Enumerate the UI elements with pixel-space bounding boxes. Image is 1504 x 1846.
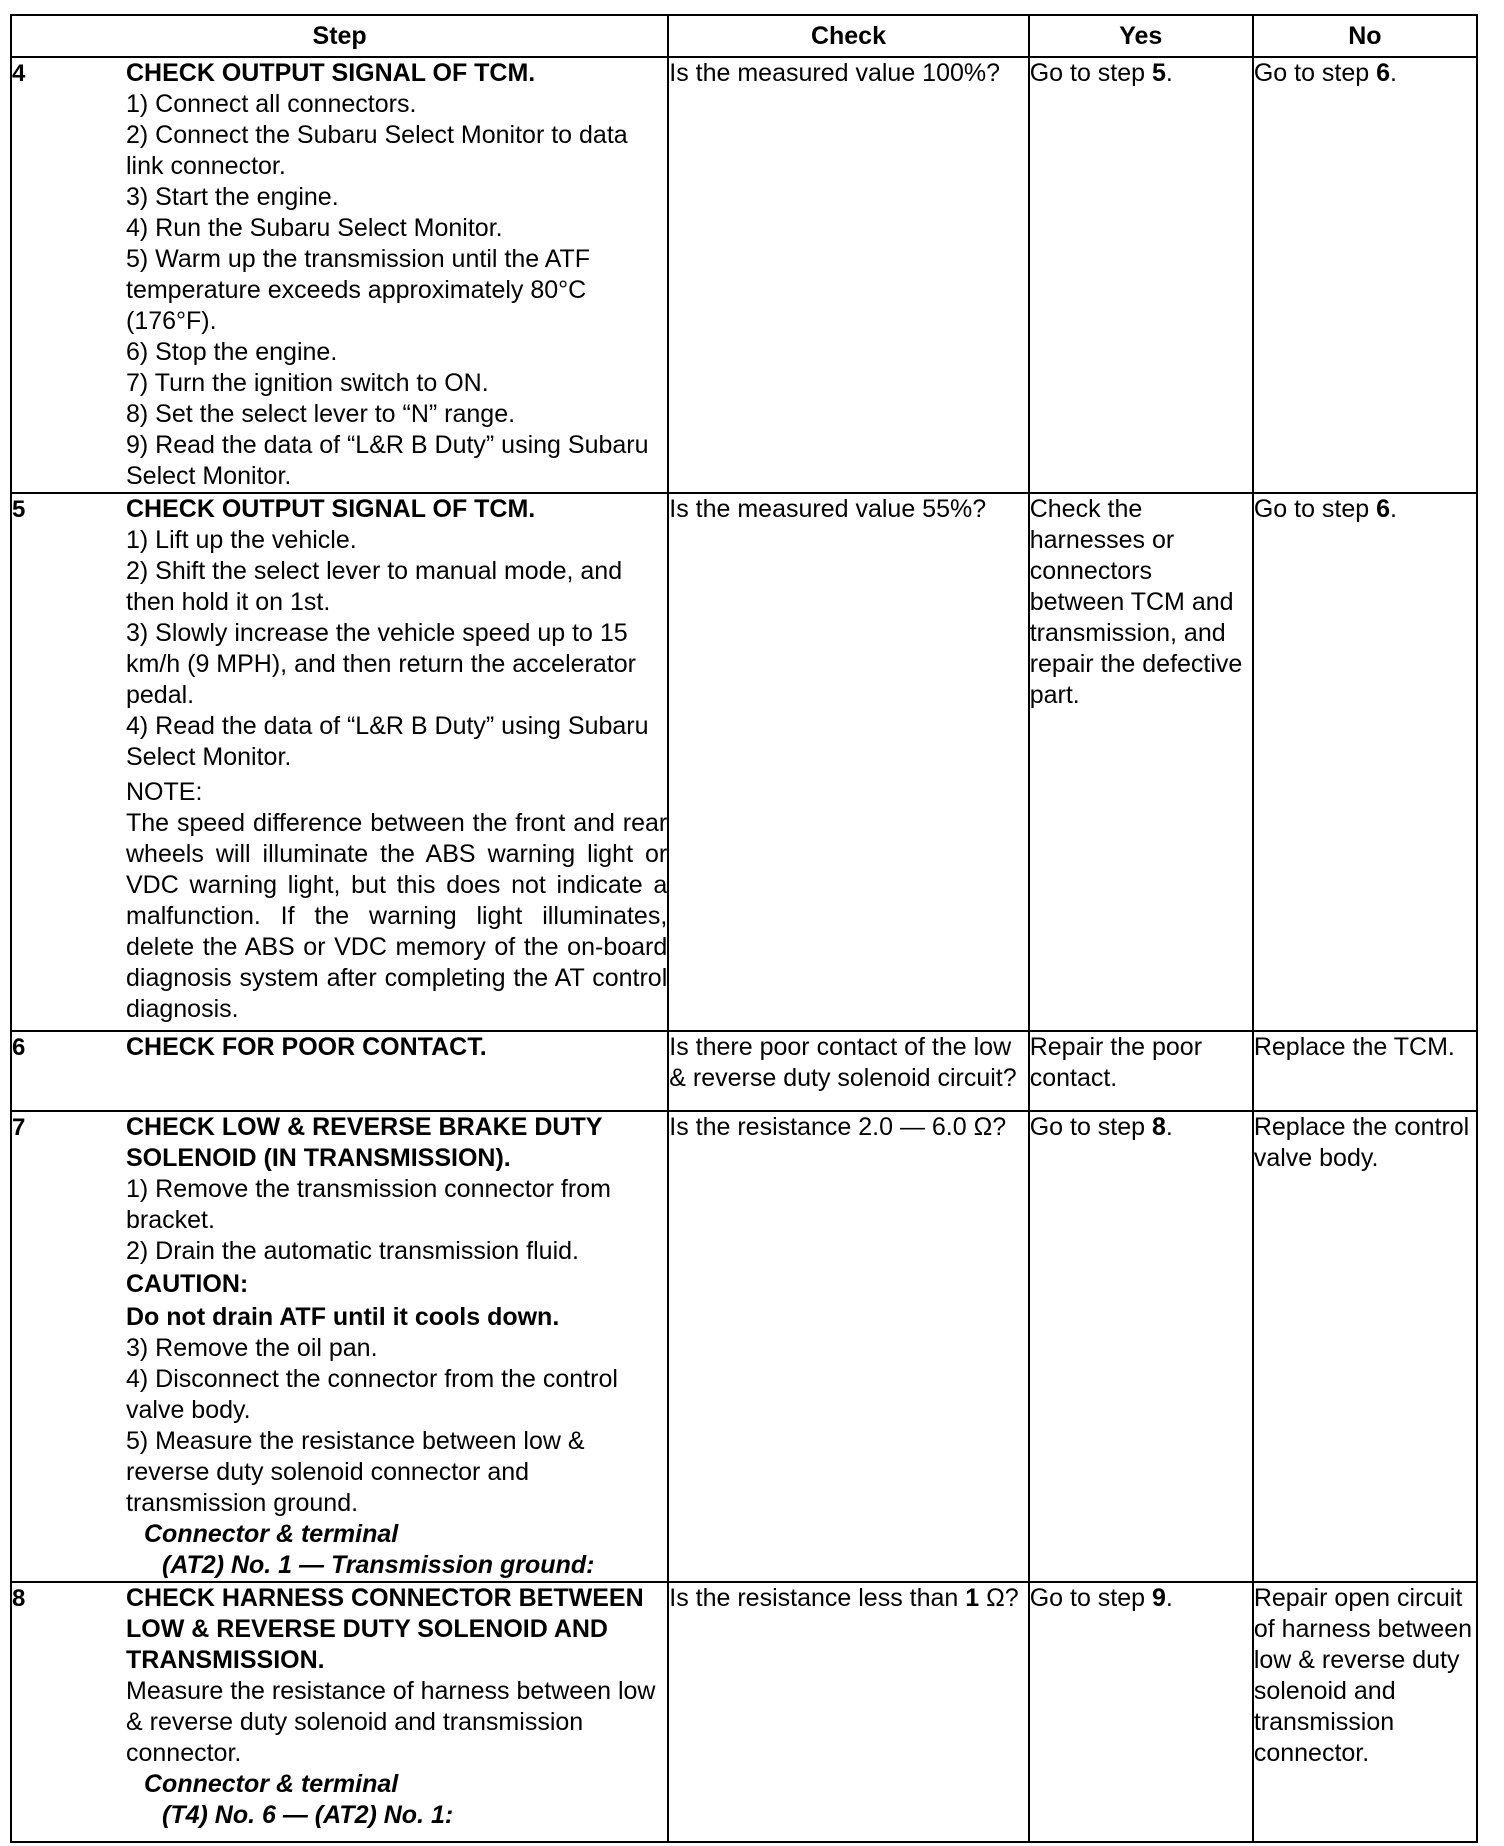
table-row <box>11 1031 1477 1111</box>
no-text: Go to step <box>1253 495 1377 523</box>
procedure-item: 4) Run the Subaru Select Monitor. <box>126 214 503 242</box>
procedure-item: 3) Slowly increase the vehicle speed up to 15 km/h (9 MPH), and then return the accelerator pedal. <box>126 619 636 709</box>
header-row <box>11 15 1477 57</box>
table-row <box>11 493 1477 1031</box>
check-suffix: Ω? <box>979 1584 1019 1612</box>
no-suffix: . <box>1390 59 1397 87</box>
yes-cell: Repair the poor contact. <box>1029 1031 1253 1111</box>
yes-step-ref: 8 <box>1152 1113 1166 1141</box>
yes-step-ref: 5 <box>1152 59 1166 87</box>
table-row <box>11 1582 1477 1842</box>
yes-suffix: . <box>1165 1113 1173 1141</box>
procedure-text: Measure the resistance of harness between low & reverse duty solenoid and transmission connector. <box>126 1677 656 1767</box>
connector-value: (T4) No. 6 — (AT2) No. 1: <box>162 1801 454 1829</box>
step-cell <box>11 493 668 1031</box>
check-text: Is the resistance less than <box>669 1584 966 1612</box>
procedure-item: 3) Start the engine. <box>126 183 339 211</box>
procedure-item: 9) Read the data of “L&R B Duty” using Subaru Select Monitor. <box>126 431 649 490</box>
procedure-item: 4) Read the data of “L&R B Duty” using Subaru Select Monitor. <box>126 712 649 771</box>
step-cell <box>11 1031 668 1111</box>
caution-text: Do not drain ATF until it cools down. <box>126 1303 560 1331</box>
step-cell <box>11 1582 668 1842</box>
step-title: CHECK LOW & REVERSE BRAKE DUTY SOLENOID (IN TRANSMISSION). <box>126 1113 602 1172</box>
procedure-item: 6) Stop the engine. <box>126 338 338 366</box>
step-title: CHECK OUTPUT SIGNAL OF TCM. <box>126 495 536 523</box>
no-text: Go to step <box>1253 59 1377 87</box>
caution-label: CAUTION: <box>126 1270 249 1298</box>
no-cell: Replace the TCM. <box>1253 1031 1477 1111</box>
yes-cell <box>1029 57 1253 493</box>
step-number: 8 <box>12 1585 26 1612</box>
yes-text: Go to step <box>1029 1113 1152 1141</box>
check-cell: Is there poor contact of the low & reverse duty solenoid circuit? <box>668 1031 1028 1111</box>
yes-cell: Check the harnesses or connectors between TCM and transmission, and repair the defective part. <box>1029 493 1253 1031</box>
procedure-item: 3) Remove the oil pan. <box>126 1334 378 1362</box>
diagnosis-table <box>10 14 1478 1843</box>
yes-step-ref: 9 <box>1152 1584 1166 1612</box>
step-cell <box>11 57 668 493</box>
no-cell: Repair open circuit of harness between low & reverse duty solenoid and transmission connector. <box>1253 1582 1477 1842</box>
yes-suffix: . <box>1165 1584 1173 1612</box>
no-cell <box>1253 57 1477 493</box>
procedure-item: 5) Measure the resistance between low & reverse duty solenoid connector and transmission ground. <box>126 1427 585 1517</box>
connector-label: Connector & terminal <box>144 1770 399 1798</box>
check-cell: Is the measured value 100%? <box>668 57 1028 493</box>
procedure-item: 2) Shift the select lever to manual mode, and then hold it on 1st. <box>126 557 623 616</box>
yes-suffix: . <box>1165 59 1173 87</box>
procedure-item: 4) Disconnect the connector from the control valve body. <box>126 1365 618 1424</box>
header-step: Step <box>11 15 668 57</box>
note-text: The speed difference between the front and rear wheels will illuminate the ABS warning light or VDC warning light, but this does not indicate a malfunction. If the warning light illuminates, delete the ABS or VDC memory of the on-board diagnosis system after completing the AT control diagnosis. <box>126 809 668 1023</box>
header-check: Check <box>668 15 1028 57</box>
yes-text: Go to step <box>1029 59 1152 87</box>
procedure-item: 1) Connect all connectors. <box>126 90 417 118</box>
no-cell <box>1253 493 1477 1031</box>
step-number: 7 <box>12 1114 26 1141</box>
connector-label: Connector & terminal <box>144 1520 399 1548</box>
procedure-item: 2) Drain the automatic transmission fluid. <box>126 1237 579 1265</box>
no-suffix: . <box>1390 495 1397 523</box>
procedure-item: 5) Warm up the transmission until the ATF temperature exceeds approximately 80°C (176°F). <box>126 245 591 335</box>
step-title: CHECK HARNESS CONNECTOR BETWEEN LOW & REVERSE DUTY SOLENOID AND TRANSMISSION. <box>126 1584 644 1674</box>
step-number: 4 <box>12 60 26 87</box>
header-no: No <box>1253 15 1477 57</box>
check-cell: Is the measured value 55%? <box>668 493 1028 1031</box>
procedure-item: 7) Turn the ignition switch to ON. <box>126 369 489 397</box>
procedure-item: 1) Remove the transmission connector from bracket. <box>126 1175 611 1234</box>
step-number: 5 <box>12 496 26 523</box>
check-cell <box>668 1582 1028 1842</box>
note-label: NOTE: <box>126 778 203 806</box>
connector-value: (AT2) No. 1 — Transmission ground: <box>162 1551 595 1579</box>
yes-text: Go to step <box>1029 1584 1152 1612</box>
step-title: CHECK OUTPUT SIGNAL OF TCM. <box>126 59 536 87</box>
header-yes: Yes <box>1029 15 1253 57</box>
table-row <box>11 1111 1477 1582</box>
procedure-item: 1) Lift up the vehicle. <box>126 526 357 554</box>
no-cell: Replace the control valve body. <box>1253 1111 1477 1582</box>
check-cell: Is the resistance 2.0 — 6.0 Ω? <box>668 1111 1028 1582</box>
table-row <box>11 57 1477 493</box>
step-title: CHECK FOR POOR CONTACT. <box>126 1033 487 1061</box>
no-step-ref: 6 <box>1376 59 1391 87</box>
yes-cell <box>1029 1582 1253 1842</box>
step-number: 6 <box>12 1034 26 1061</box>
check-value: 1 <box>965 1584 980 1612</box>
step-cell <box>11 1111 668 1582</box>
procedure-item: 8) Set the select lever to “N” range. <box>126 400 516 428</box>
yes-cell <box>1029 1111 1253 1582</box>
no-step-ref: 6 <box>1376 495 1391 523</box>
procedure-item: 2) Connect the Subaru Select Monitor to data link connector. <box>126 121 628 180</box>
